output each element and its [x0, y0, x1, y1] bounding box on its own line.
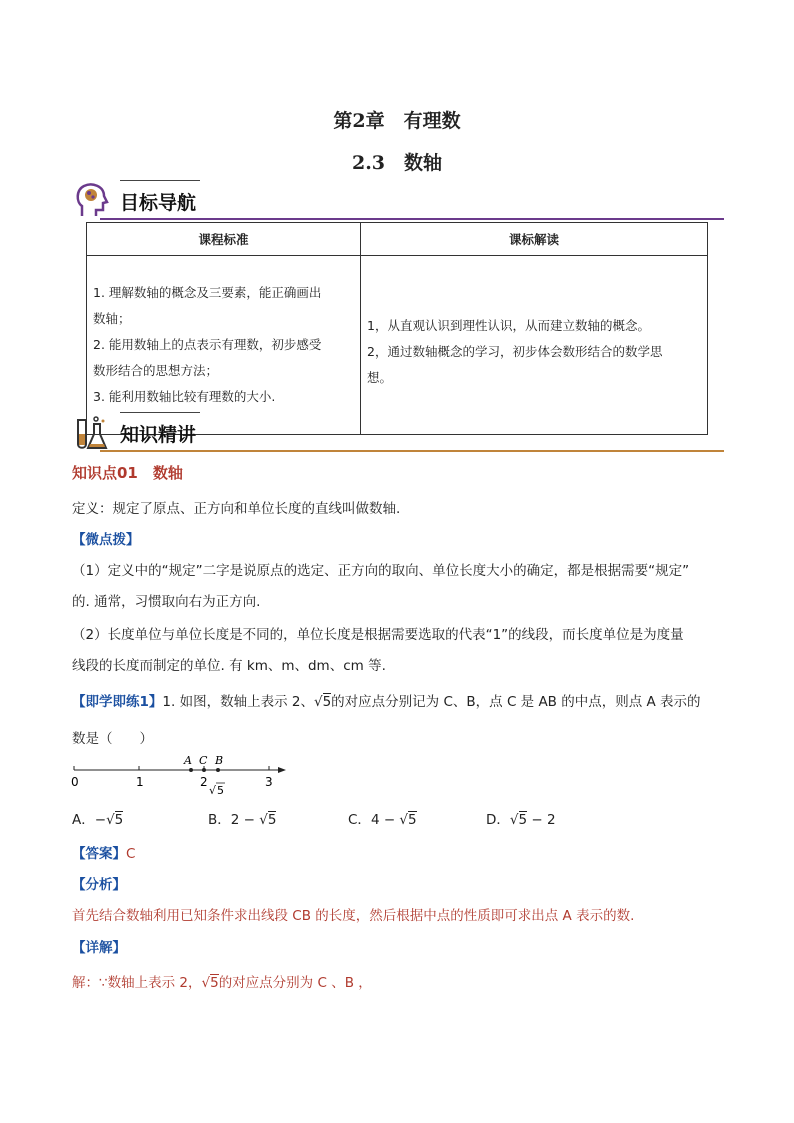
definition-text: 定义：规定了原点、正方向和单位长度的直线叫做数轴. — [72, 501, 401, 517]
header-top-rule — [120, 180, 200, 181]
chapter-title: 第2章 有理数 — [333, 110, 461, 132]
sqrt-radicand: 5 — [267, 812, 277, 828]
axis-arrow — [278, 767, 286, 773]
table-cell-interpretation — [361, 256, 708, 435]
flask-icon — [72, 414, 112, 452]
because-symbol: ∵ — [99, 975, 108, 991]
sqrt-radicand: 5 — [210, 975, 219, 991]
practice-label: 【即学即练1】 — [72, 694, 163, 710]
section-title-goals: 目标导航 — [120, 192, 197, 214]
option-expr: 2 − — [230, 812, 260, 828]
table-header-interpretation: 课标解读 — [361, 223, 708, 256]
tip-line: （2）长度单位与单位长度是不同的，单位长度是根据需要选取的代表“1”的线段，而长度单位是为度量 — [72, 627, 684, 643]
option-label: B． — [208, 812, 231, 828]
section-header-goals — [72, 180, 724, 220]
answer-value: C — [126, 846, 136, 862]
table-cell-standards — [87, 256, 361, 435]
analysis-text: 首先结合数轴利用已知条件求出线段 CB 的长度，然后根据中点的性质即可求出点 A 表示的数. — [72, 908, 635, 924]
option-expr: 4 − — [370, 812, 400, 828]
section-title-knowledge: 知识精讲 — [120, 424, 197, 446]
option-expr: − 2 — [527, 812, 556, 828]
section-header-knowledge — [72, 412, 724, 452]
standard-line: 3. 能利用数轴比较有理数的大小. — [93, 389, 276, 404]
sqrt-radicand: 5 — [408, 812, 417, 828]
option-c[interactable] — [348, 808, 417, 828]
header-rule — [100, 450, 724, 452]
tip-line: 线段的长度而制定的单位. 有 km、m、dm、cm 等. — [72, 658, 386, 674]
analysis-label: 【分析】 — [72, 877, 126, 893]
point-label: B — [215, 754, 224, 767]
sqrt-radicand: 5 — [217, 784, 224, 797]
option-a[interactable] — [72, 808, 123, 828]
brain-head-icon — [72, 180, 112, 220]
detail-part: 数轴上表示 2， — [107, 975, 202, 991]
tick-label: 0 — [71, 775, 79, 789]
standard-line: 数形结合的思想方法； — [93, 363, 219, 378]
detail-label: 【详解】 — [72, 940, 126, 956]
number-line-figure — [68, 752, 298, 798]
section-title: 2.3 数轴 — [351, 152, 443, 174]
question-text: 1. 如图，数轴上表示 2、 — [162, 694, 314, 710]
point-label: C — [199, 754, 208, 767]
header-top-rule — [120, 412, 200, 413]
sqrt-symbol: √ — [209, 784, 217, 797]
standard-line: 数轴； — [93, 311, 131, 326]
tip-label: 【微点拨】 — [72, 532, 140, 548]
option-label: A． — [72, 812, 95, 828]
tick-label: 3 — [265, 775, 273, 789]
tip-line: （1）定义中的“规定”二字是说原点的选定、正方向的取向、单位长度大小的确定，都是根据需要“规定” — [72, 563, 690, 579]
sqrt-symbol: √ — [106, 812, 115, 828]
sqrt-symbol: √ — [509, 812, 519, 828]
header-rule — [100, 218, 724, 220]
point-a — [189, 768, 193, 772]
question-line2: 数是（ ） — [72, 731, 153, 747]
sqrt-symbol: √ — [399, 812, 409, 828]
interpretation-line: 1，从直观认识到理性认识，从而建立数轴的概念。 — [367, 318, 650, 333]
option-label: C． — [348, 812, 371, 828]
tick-label: 2 — [200, 775, 208, 789]
sqrt-radicand: 5 — [114, 812, 124, 828]
sqrt-symbol: √ — [313, 694, 323, 710]
table-header-standard: 课程标准 — [87, 223, 361, 256]
sqrt-radicand: 5 — [322, 694, 332, 710]
answer-row — [72, 844, 724, 864]
detail-prefix: 解： — [72, 975, 99, 991]
answer-label: 【答案】 — [72, 846, 126, 862]
point-c — [202, 768, 206, 772]
sqrt-symbol: √ — [259, 812, 268, 828]
standard-line: 2. 能用数轴上的点表示有理数，初步感受 — [93, 337, 322, 352]
tick-label: 1 — [136, 775, 144, 789]
knowledge-point-title: 知识点01 数轴 — [72, 464, 183, 482]
interpretation-line: 2，通过数轴概念的学习，初步体会数形结合的数学思 — [367, 344, 663, 359]
option-b[interactable] — [208, 808, 276, 828]
sqrt-radicand: 5 — [518, 812, 528, 828]
option-label: D． — [486, 812, 510, 828]
detail-text — [72, 973, 724, 993]
detail-part: 的对应点分别为 C 、B ， — [218, 975, 372, 991]
standard-line: 1. 理解数轴的概念及三要素，能正确画出 — [93, 285, 322, 300]
option-d[interactable] — [486, 808, 556, 828]
standards-table — [86, 222, 708, 435]
practice-question — [72, 692, 724, 712]
interpretation-line: 想。 — [367, 370, 393, 385]
sqrt-symbol: √ — [201, 975, 211, 991]
tip-line: 的. 通常，习惯取向右为正方向. — [72, 594, 261, 610]
question-text: 的对应点分别记为 C、B，点 C 是 AB 的中点，则点 A 表示的 — [331, 694, 701, 710]
point-label: A — [184, 754, 192, 767]
point-b — [216, 768, 220, 772]
option-expr: − — [94, 812, 107, 828]
